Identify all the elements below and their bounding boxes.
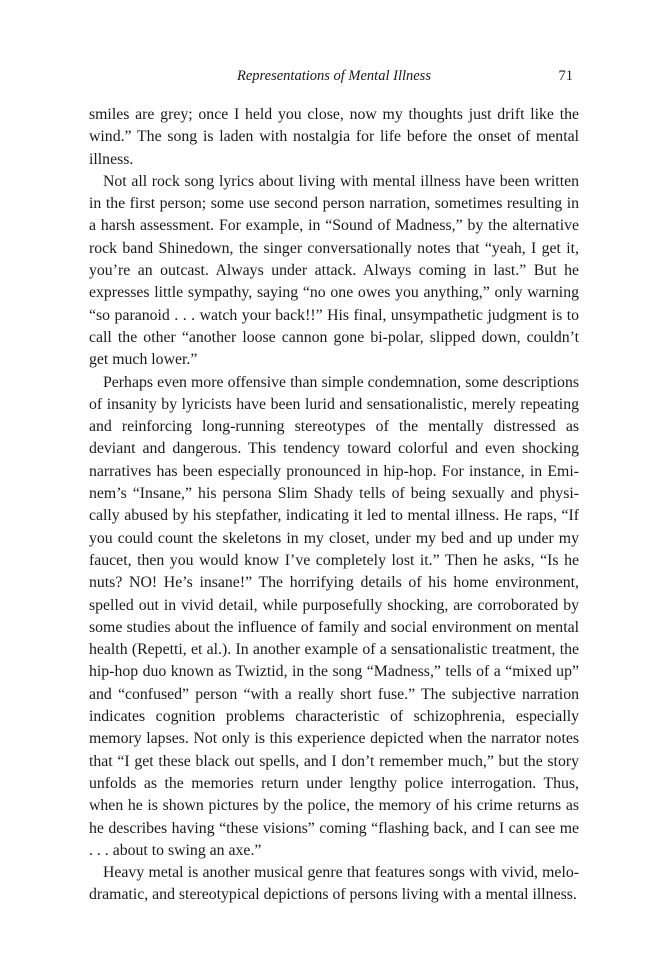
page-number: 71 <box>558 68 573 84</box>
running-title: Representations of Mental Illness <box>237 68 431 84</box>
paragraph-heavy-metal: Heavy metal is another musical genre that features songs with vivid, melodramatic, and stereotypical depictions of persons living with a mental illness. <box>89 864 579 904</box>
paragraph-continued: smiles are grey; once I held you close, now my thoughts just drift like the wind.” The song is laden with nostalgia for life before the onset of mental illness. <box>89 106 579 168</box>
paragraph-sensationalistic-lyrics: Perhaps even more offensive than simple condemnation, some descriptions of insanity by lyricists have been lurid and sensationalistic, merely repeating and reinforcing long-running stereotypes of the mentally distressed as deviant and dangerous. This tendency toward colorful and even shocking narratives has been especially pronounced in hip-hop. For instance, in Eminem’s “Insane,” his persona Slim Shady tells of being sexually and physically abused by his stepfather, indicating it led to mental illness. He raps, “If you could count the skeletons in my closet, under my bed and up under my faucet, then you would know I’ve completely lost it.” Then he asks, “Is he nuts? NO! He’s insane!” The horrifying details of his home environment, spelled out in vivid detail, while purposefully shocking, are corroborated by some studies about the influence of family and social environment on mental health (Repetti, et al.). In another example of a sensationalistic treatment, the hip-hop duo known as Twiztid, in the song “Madness,” tells of a “mixed up” and “confused” person “with a really short fuse.” The subjective narration indicates cognition problems characteristic of schizophrenia, especially memory lapses. Not only is this experience depicted when the narrator notes that “I get these black out spells, and I don’t remember much,” but the story unfolds as the memories return under lengthy police interrogation. Thus, when he is shown pictures by the police, the memory of his crime returns as he describes having “these visions” coming “flashing back, and I can see me . . . about to swing an axe.” <box>89 373 579 859</box>
body-text <box>89 104 579 907</box>
running-head <box>89 62 579 86</box>
paragraph-second-person-lyrics: Not all rock song lyrics about living with mental illness have been written in the first person; some use second person narration, sometimes resulting in a harsh assessment. For example, in “Sound of Madness,” by the alternative rock band Shinedown, the singer conversationally notes that “yeah, I get it, you’re an outcast. Always under attack. Always coming in last.” But he expresses little sympathy, saying “no one owes you anything,” only warning “so paranoid . . . watch your back!!” His final, unsympathetic judgment is to call the other “another loose cannon gone bi-polar, slipped down, couldn’t get much lower.” <box>89 172 579 369</box>
book-page <box>89 62 579 907</box>
